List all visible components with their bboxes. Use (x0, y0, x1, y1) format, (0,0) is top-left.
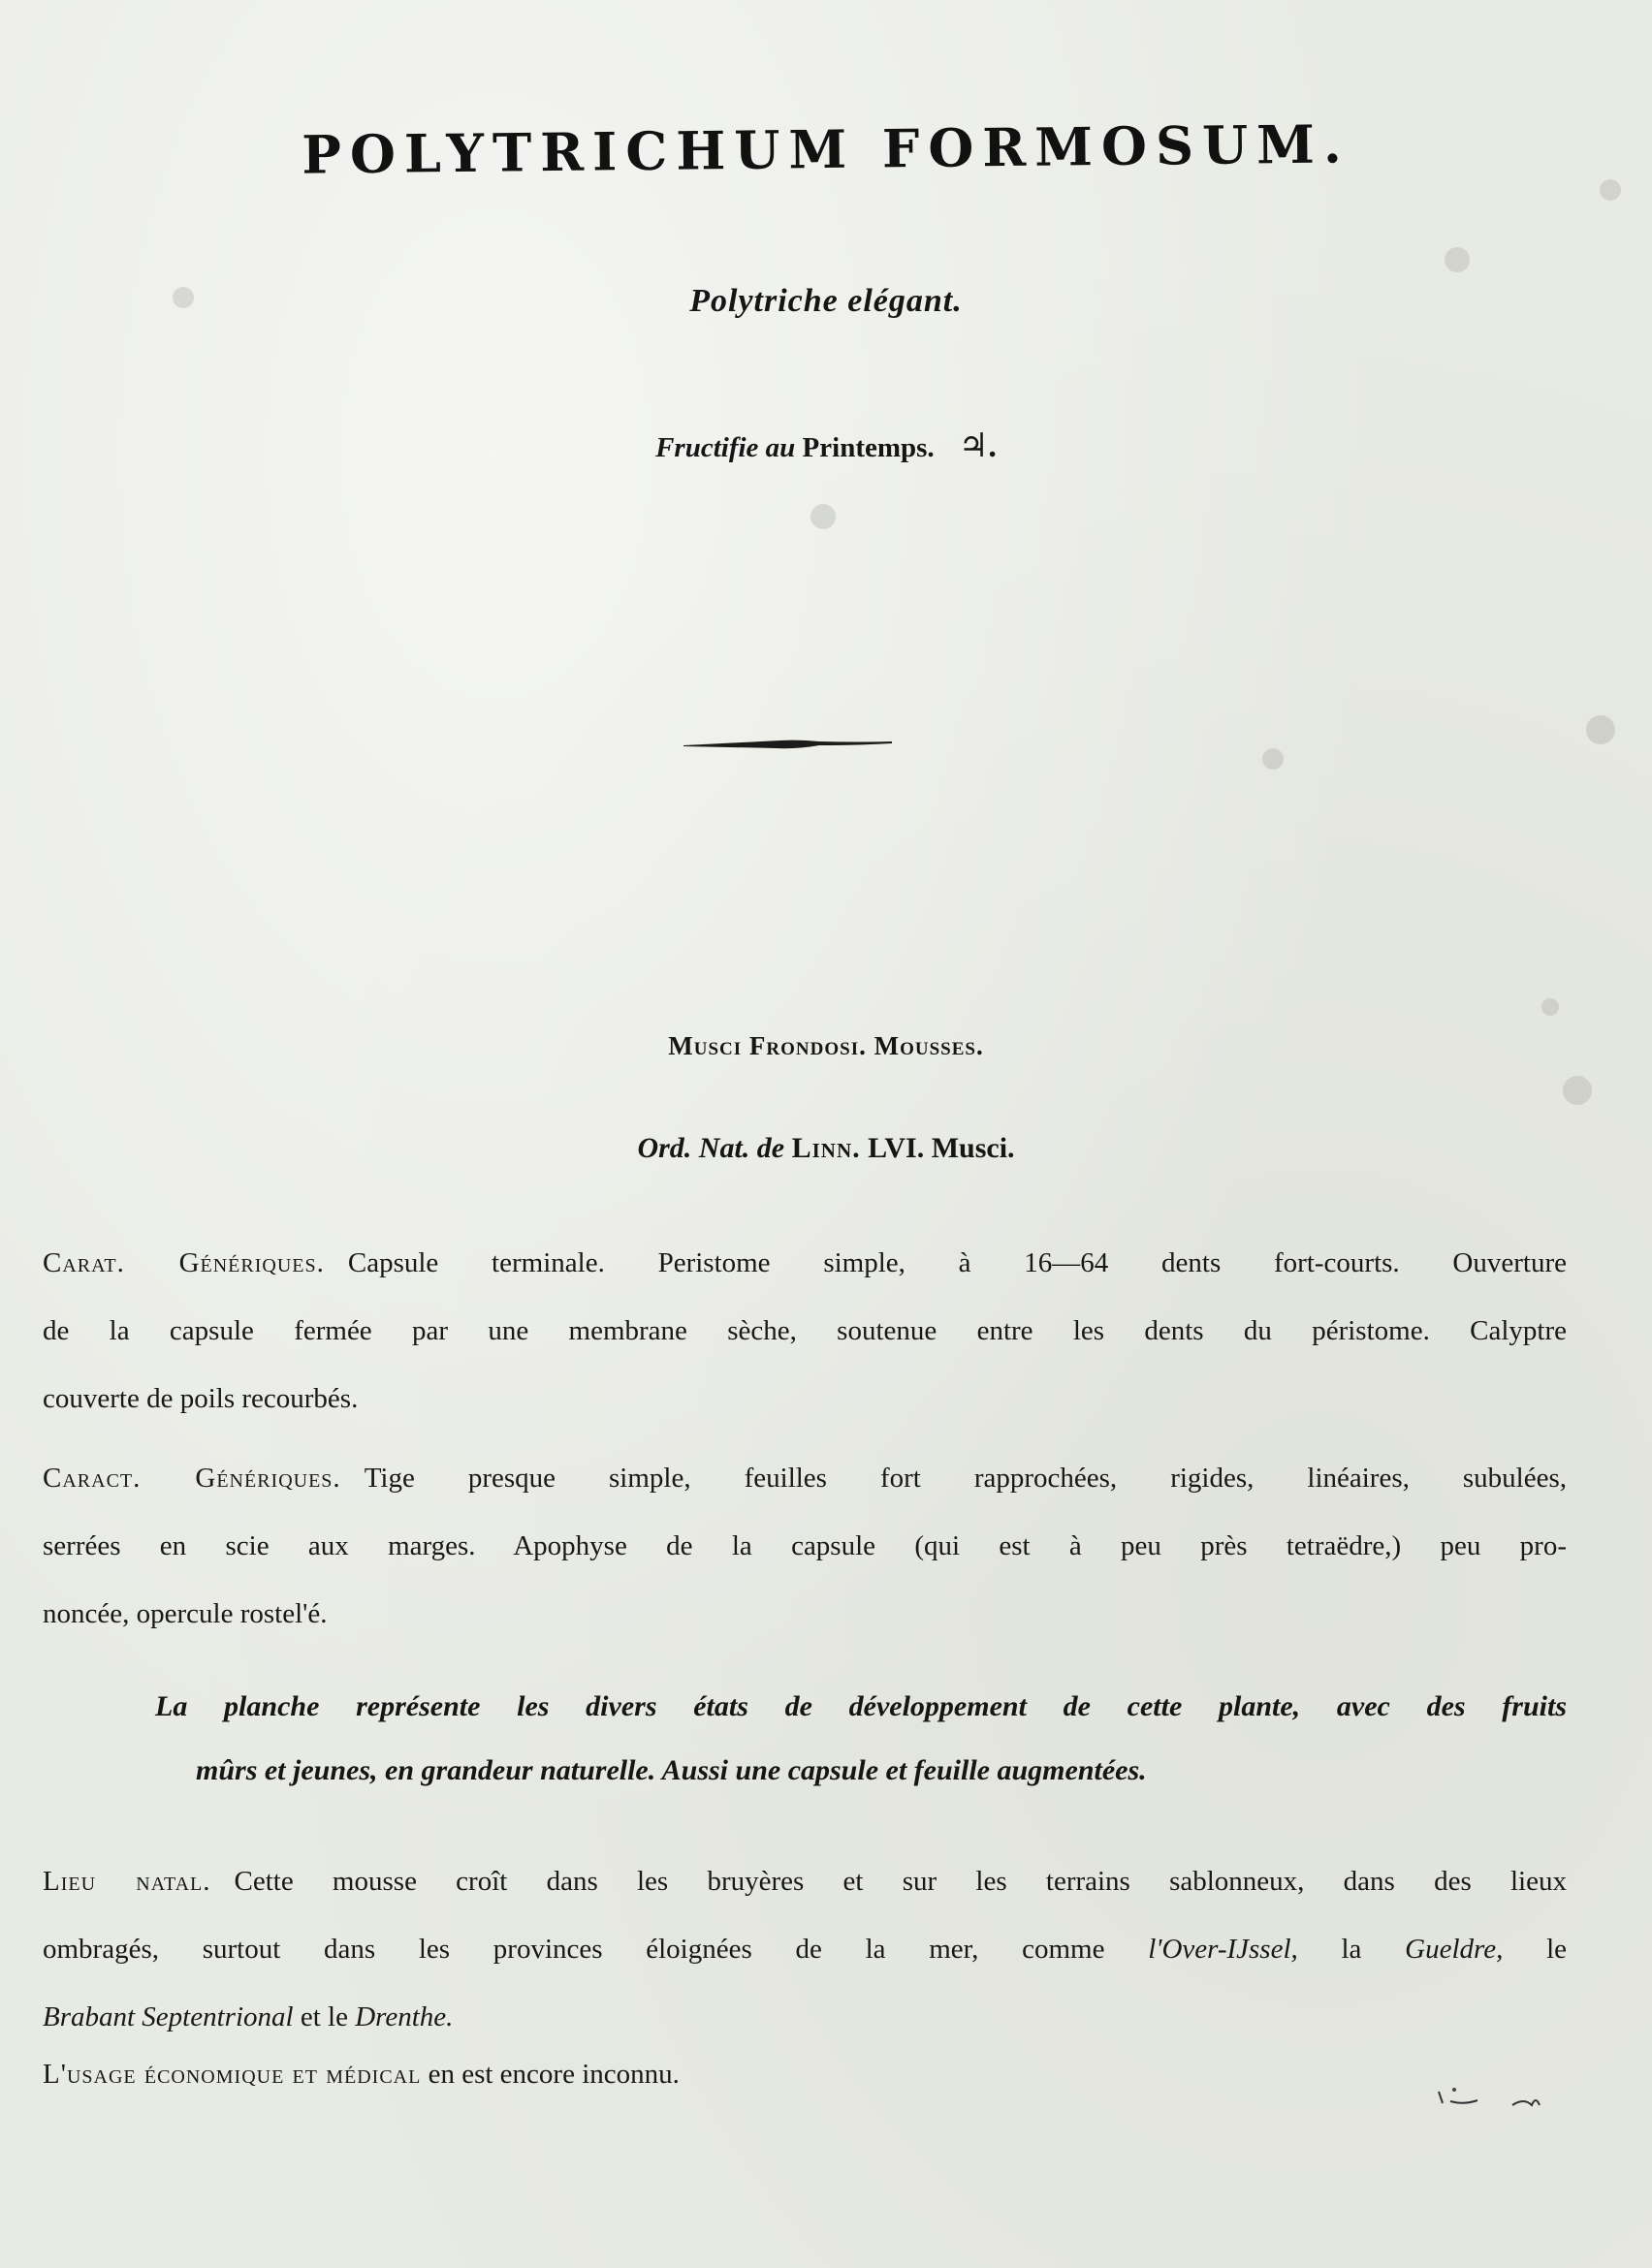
paper-spot (1541, 998, 1559, 1016)
season-italic: Fructifie au (655, 432, 796, 463)
paper-spot (1586, 715, 1615, 744)
place-name: Drenthe. (355, 2001, 454, 2032)
note-line: mûrs et jeunes, en grandeur naturelle. Aussi une capsule et feuille augmentées. (196, 1754, 1147, 1786)
page-subtitle: Polytriche elégant. (689, 283, 963, 319)
paper-spot (1445, 247, 1470, 272)
paragraph-line: de la capsule fermée par une membrane sèche, soutenue entre les dents du péristome. Calyptre (43, 1315, 1567, 1346)
planche-note (155, 1675, 1567, 1803)
perennial-symbol: ♃. (958, 428, 997, 464)
paragraph-text: la (1341, 1934, 1362, 1965)
paragraph-line (43, 1915, 1567, 1983)
order-prefix: Ord. Nat. de (637, 1132, 785, 1164)
carat-generiques-paragraph (43, 1229, 1567, 1433)
order-name: Musci. (931, 1132, 1015, 1164)
order-linn: Linn. (791, 1132, 861, 1164)
paragraph-text: Capsule terminale. Peristome simple, à 16—64 dents fort-courts. Ouverture (347, 1247, 1567, 1278)
paper-spot (810, 504, 836, 529)
paragraph-text: le (1546, 1934, 1568, 1965)
paragraph-text: Cette mousse croît dans les bruyères et sur les terrains sablonneux, dans des lieux (234, 1866, 1567, 1897)
season-roman: Printemps. (802, 432, 935, 463)
paragraph-line (43, 1444, 1567, 1512)
usage-paragraph (43, 2059, 680, 2091)
paragraph-line: noncée, opercule rostel'é. (43, 1598, 328, 1629)
paragraph-line: couverte de poils recourbés. (43, 1383, 359, 1414)
order-numeral: LVI. (868, 1132, 925, 1164)
classification-line: Musci Frondosi. Mousses. (668, 1031, 984, 1060)
paragraph-line (43, 1983, 1567, 2051)
paragraph-lead: Caract. Génériques. (43, 1463, 341, 1494)
note-line: La planche représente les divers états de développement de cette plante, avec des fruits (155, 1690, 1567, 1722)
paragraph-lead: Carat. Génériques. (43, 1247, 325, 1278)
paper-spot (1563, 1076, 1592, 1105)
paper-spot (1262, 748, 1284, 770)
paragraph-line (43, 1847, 1567, 1915)
paragraph-line: serrées en scie aux marges. Apophyse de la capsule (qui est à peu près tetraëdre,) peu pro- (43, 1530, 1567, 1561)
paragraph-text: ombragés, surtout dans les provinces éloignées de la mer, comme (43, 1934, 1105, 1965)
ink-smudge (1435, 2084, 1561, 2113)
paragraph-line (43, 1229, 1567, 1297)
usage-text: en est encore inconnu. (428, 2059, 680, 2090)
paper-spot (1600, 179, 1621, 201)
order-line (0, 1132, 1652, 1165)
fructification-season (0, 426, 1652, 465)
paragraph-text: Tige presque simple, feuilles fort rapprochées, rigides, linéaires, subulées, (364, 1463, 1567, 1494)
ornamental-rule (683, 737, 892, 754)
usage-lead: L'usage économique et médical (43, 2059, 422, 2090)
place-name: Brabant Septentrional (43, 2001, 294, 2032)
place-name: Gueldre, (1405, 1934, 1504, 1965)
page-title: POLYTRICHUM FORMOSUM. (301, 112, 1351, 186)
caract-generiques-paragraph (43, 1444, 1567, 1648)
paragraph-text: et le (300, 2001, 348, 2032)
place-name: l'Over-IJssel, (1148, 1934, 1298, 1965)
paragraph-lead: Lieu natal. (43, 1866, 211, 1897)
lieu-natal-paragraph (43, 1847, 1567, 2051)
